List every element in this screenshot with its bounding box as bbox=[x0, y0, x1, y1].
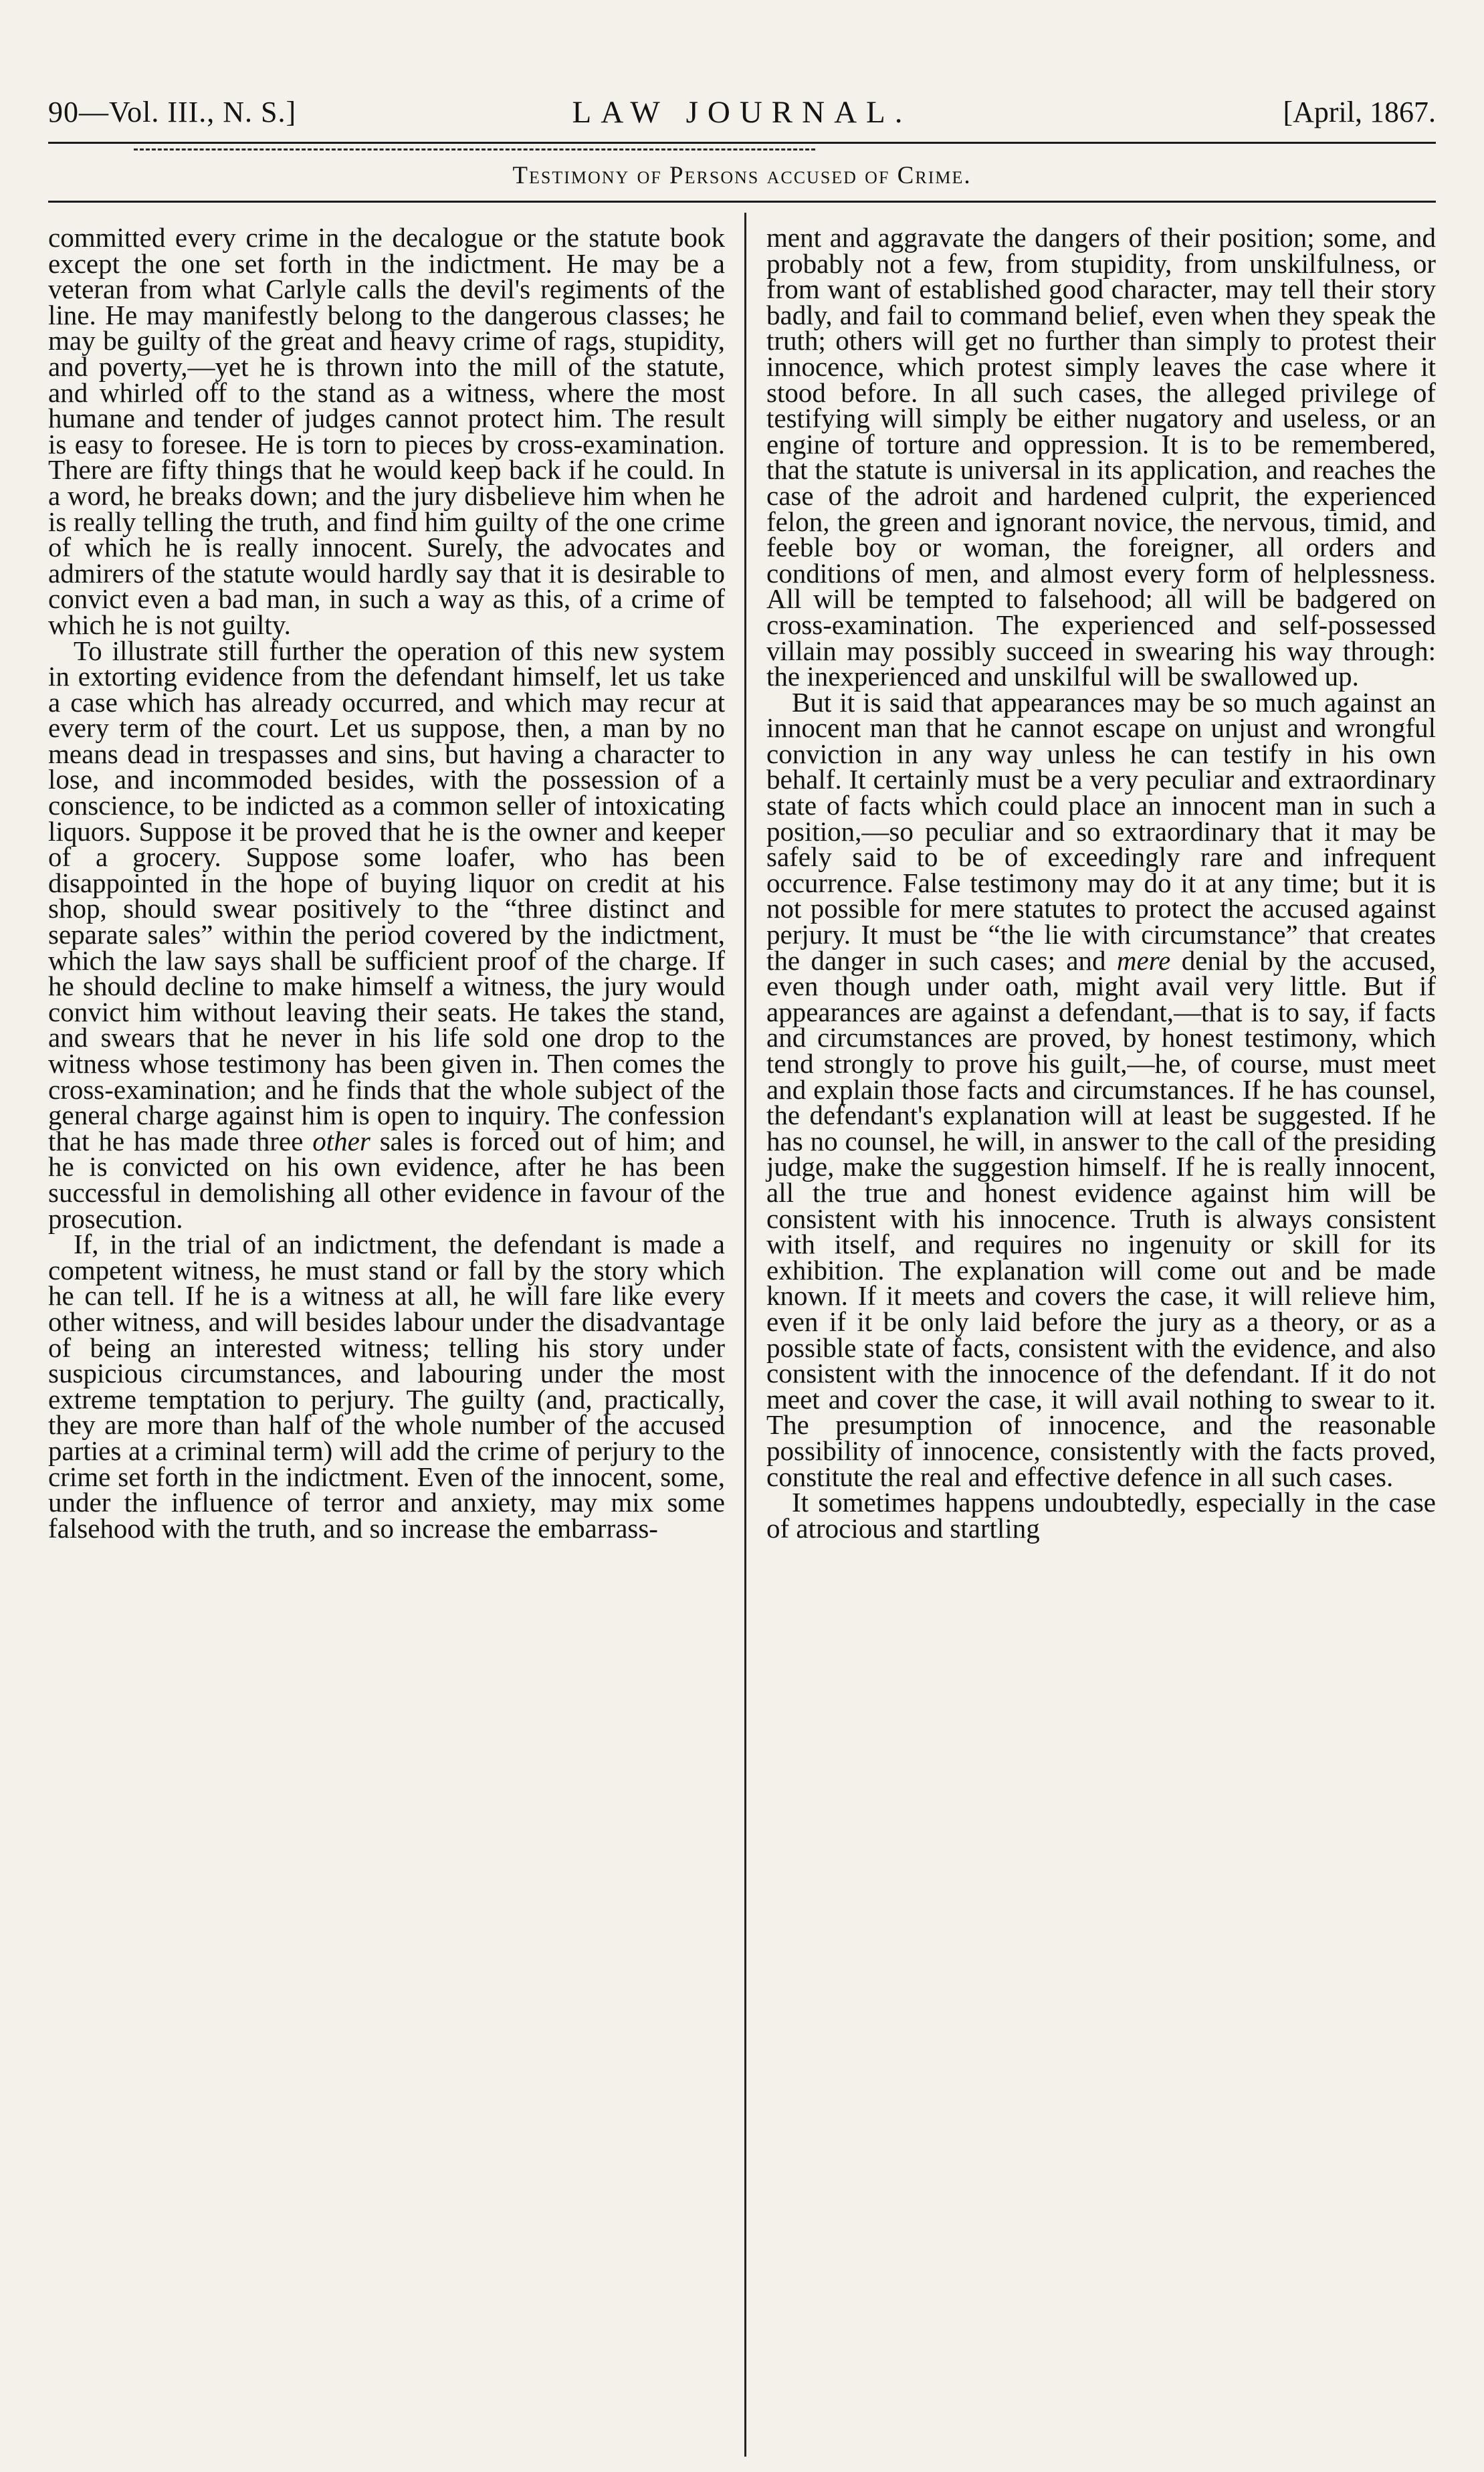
header-rule bbox=[48, 142, 1436, 144]
section-rule bbox=[48, 201, 1436, 203]
page-volume-label: 90—Vol. III., N. S.] bbox=[48, 96, 297, 128]
left-column bbox=[48, 222, 726, 1544]
issue-date: [April, 1867. bbox=[1283, 96, 1436, 128]
left-paragraph-3: If, in the trial of an indictment, the defendant is made a competent witness, he must stand or fall by the story which he can tell. If he is a witness at all, he will fare like every other witness, and will besides labour under the disadvantage of being an interested witness; telling his story under suspicious circumstances, and labouring under the most extreme temptation to perjury. The guilty (and, practically, they are more than half of the whole number of the accused parties at a criminal term) will add the crime of perjury to the crime set forth in the indictment. Even of the innocent, some, under the influence of terror and anxiety, may mix some falsehood with the truth, and so increase the embarrass- bbox=[48, 1229, 725, 1544]
running-head bbox=[48, 92, 1436, 132]
header-rule-dashed bbox=[134, 148, 815, 150]
left-paragraph-2: To illustrate still further the operation of this new system in extorting evidence from the defendant himself, let us take a case which has already occurred, and which may recur at every term of the court. Let us suppose, then, a man by no means dead in trespasses and sins, but having a character to lose, and incommoded besides, with the possession of a conscience, to be indicted as a common seller of intoxicating liquors. Suppose it be proved that he is the owner and keeper of a grocery. Suppose some loafer, who has been disappointed in the hope of buying liquor on credit at his shop, should swear positively to the “three distinct and separate sales” within the period covered by the indictment, which the law says shall be sufficient proof of the charge. If he should decline to make himself a witness, the jury would convict him without leaving their seats. He takes the stand, and swears that he never in his life sold one drop to the witness whose testimony has been given in. Then comes the cross-examination; and he finds that the whole subject of the general charge against him is open to inquiry. The confession that he has made three other sales is forced out of him; and he is convicted on his own evidence, after he has been successful in demolishing all other evidence in favour of the prosecution. bbox=[48, 635, 726, 1234]
left-paragraph-1: committed every crime in the decalogue or the statute book except the one set forth in the indictment. He may be a veteran from what Carlyle calls the devil's regiments of the line. He may manifestly belong to the dangerous classes; he may be guilty of the great and heavy crime of rags, stupidity, and poverty,—yet he is thrown into the mill of the statute, and whirled off to the stand as a witness, where the most humane and tender of judges cannot protect him. The result is easy to foresee. He is torn to pieces by cross-examination. There are fifty things that he would keep back if he could. In a word, he breaks down; and the jury disbelieve him when he is really telling the truth, and find him guilty of the one crime of which he is really innocent. Surely, the advocates and admirers of the statute would hardly say that it is desirable to convict even a bad man, in such a way as this, of a crime of which he is not guilty. bbox=[48, 222, 725, 640]
right-paragraph-2: But it is said that appearances may be so much against an innocent man that he cannot escape on unjust and wrongful conviction in any way unless he can testify in his own behalf. It certainly must be a very peculiar and extraordinary state of facts which could place an innocent man in such a position,—so peculiar and so extraordinary that it may be safely said to be of exceedingly rare and infrequent occurrence. False testimony may do it at any time; but it is not possible for mere statutes to protect the accused against perjury. It must be “the lie with circumstance” that creates the danger in such cases; and mere denial by the accused, even though under oath, might avail very little. But if appearances are against a defendant,—that is to say, if facts and circumstances are proved, by honest testimony, which tend strongly to prove his guilt,—he, of course, must meet and explain those facts and circumstances. If he has counsel, the defendant's explanation will at least be suggested. If he has no counsel, he will, in answer to the call of the presiding judge, make the suggestion himself. If he is really innocent, all the true and honest evidence against him will be consistent with his innocence. Truth is always consistent with itself, and requires no ingenuity or skill for its exhibition. The explanation will come out and be made known. If it meets and covers the case, it will relieve him, even if it be only laid before the jury as a theory, or as a possible state of facts, consistent with the evidence, and also consistent with the innocence of the defendant. If it do not meet and cover the case, it will avail nothing to swear to it. The presumption of innocence, and the reasonable possibility of innocence, consistently with the facts proved, constitute the real and effective defence in all such cases. bbox=[766, 686, 1437, 1492]
column-divider bbox=[744, 213, 746, 2457]
right-paragraph-3: It sometimes happens undoubtedly, especially in the case of atrocious and startling bbox=[766, 1487, 1436, 1544]
right-paragraph-1: ment and aggravate the dangers of their position; some, and probably not a few, from stupidity, from unskilfulness, or from want of established good character, may tell their story badly, and fail to command belief, even when they speak the truth; others will get no further than simply to protest their innocence, which protest simply leaves the case where it stood before. In all such cases, the alleged privilege of testifying will simply be either nugatory and useless, or an engine of torture and oppression. It is to be remembered, that the statute is universal in its application, and reaches the case of the adroit and hardened culprit, the experienced felon, the green and ignorant novice, the nervous, timid, and feeble boy or woman, the foreigner, all orders and conditions of men, and almost every form of helplessness. All will be tempted to falsehood; all will be badgered on cross-examination. The experienced and self-possessed villain may possibly succeed in swearing his way through: the inexperienced and unskilful will be swallowed up. bbox=[766, 222, 1436, 692]
section-title: Testimony of Persons accused of Crime. bbox=[512, 162, 972, 189]
right-column bbox=[766, 222, 1437, 1544]
journal-title: LAW JOURNAL. bbox=[572, 95, 912, 130]
